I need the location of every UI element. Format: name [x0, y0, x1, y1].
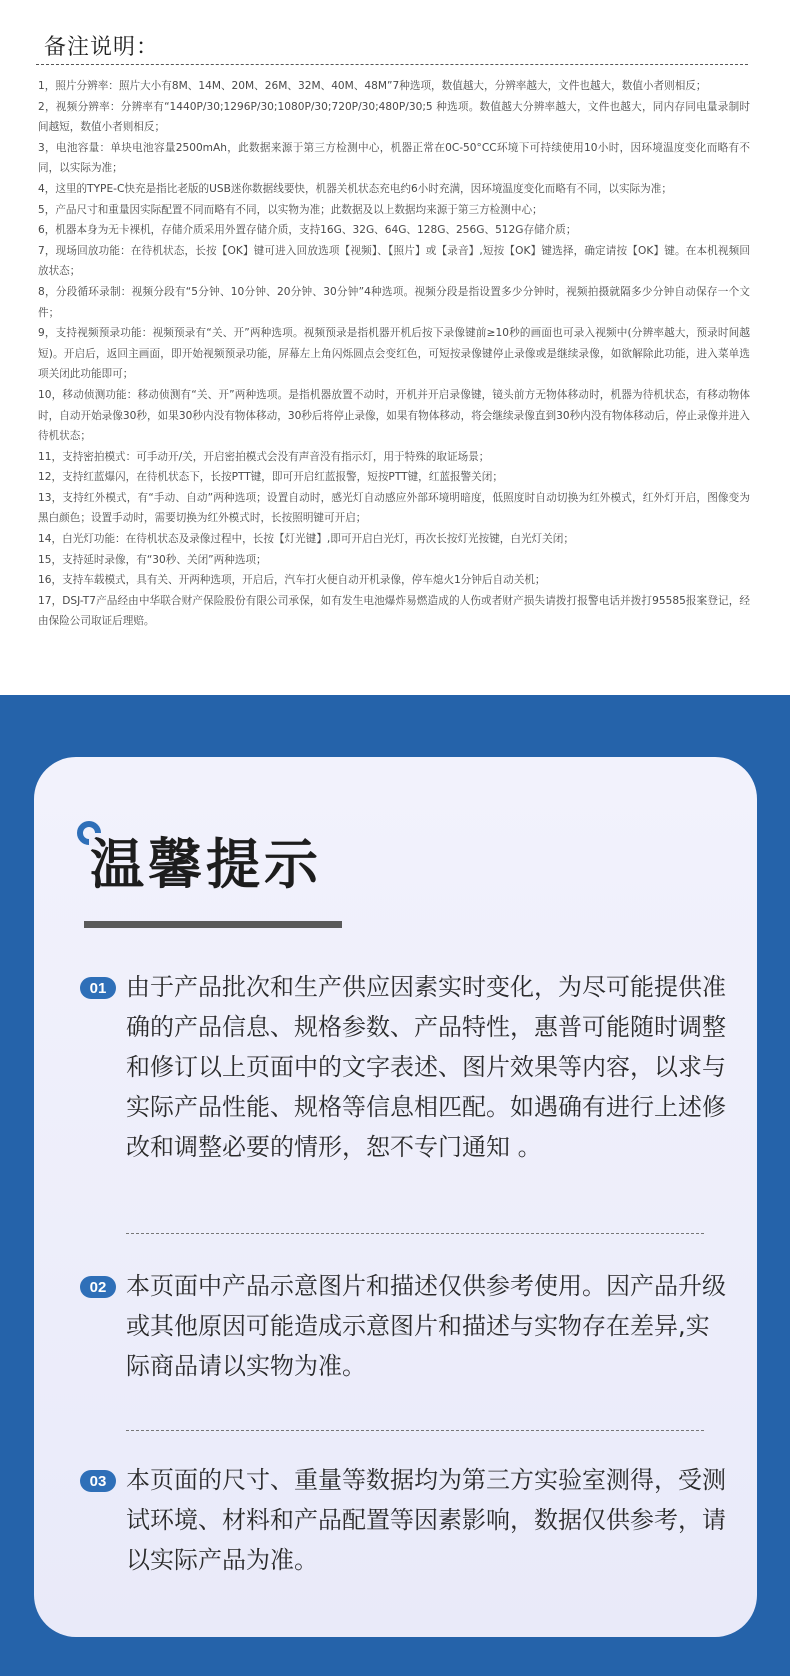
tip-badge-label: 01 [89, 980, 107, 997]
note-item: 14，白光灯功能：在待机状态及录像过程中，长按【灯光键】,即可开启白光灯，再次长按灯光按键，白光灯关闭； [38, 533, 574, 546]
tip-text: 本页面中产品示意图片和描述仅供参考使用。因产品升级或其他原因可能造成示意图片和描述与实物存在差异,实际商品请以实物为准。 [126, 1272, 726, 1380]
notes-divider [36, 64, 748, 65]
tip-text: 本页面的尺寸、重量等数据均为第三方实验室测得，受测试环境、材料和产品配置等因素影响，数据仅供参考，请以实际产品为准。 [126, 1466, 726, 1574]
tips-heading: 温馨提示 [90, 833, 322, 896]
tip-badge-label: 03 [89, 1473, 107, 1490]
note-item: 16，支持车载模式，具有关、开两种选项，开启后，汽车打火便自动开机录像，停车熄火1分钟后自动关机； [38, 574, 546, 587]
note-item: 1，照片分辨率：照片大小有8M、14M、20M、26M、32M、40M、48M”7种选项，数值越大，分辨率越大，文件也越大，数值小者则相反； [38, 80, 707, 92]
tip-divider [126, 1430, 704, 1431]
note-item: 3，电池容量：单块电池容量2500mAh，此数据来源于第三方检测中心，机器正常在0C-50°CC环境下可持续使用10小时，因环境温度变化而略有不同，以实际为准； [38, 141, 750, 175]
notes-title: 备注说明： [44, 35, 160, 60]
note-item: 11，支持密拍模式：可手动开/关，开启密拍模式会没有声音没有指示灯，用于特殊的取证场景； [38, 450, 490, 463]
tips-heading-underline [84, 921, 342, 928]
tip-text: 由于产品批次和生产供应因素实时变化，为尽可能提供准确的产品信息、规格参数、产品特性，惠普可能随时调整和修订以上页面中的文字表述、图片效果等内容，以求与实际产品性能、规格等信息相匹配。如遇确有进行上述修改和调整必要的情形，恕不专门通知 。 [126, 973, 726, 1161]
note-item: 2，视频分辨率：分辨率有“1440P/30;1296P/30;1080P/30;720P/30;480P/30;5 种选项。数值越大分辨率越大，文件也越大，同内存同电量录制时间越短，数值小者则相反； [38, 100, 750, 134]
note-item: 13，支持红外模式，有“手动、自动”两种选项；设置自动时，感光灯自动感应外部环境明暗度，低照度时自动切换为红外模式，红外灯开启，图像变为黑白颜色；设置手动时，需要切换为红外模式时，长按照明键可开启； [38, 491, 750, 525]
note-item: 12，支持红蓝爆闪，在待机状态下，长按PTT键，即可开启红蓝报警，短按PTT键，红蓝报警关闭； [38, 471, 503, 484]
note-item: 7，现场回放功能：在待机状态，长按【OK】键可进入回放选项【视频】、【照片】或【录音】,短按【OK】键选择，确定请按【OK】键。在本机视频回放状态； [38, 244, 750, 278]
tip-number-badge [80, 977, 116, 999]
notes-section [0, 0, 790, 695]
note-item: 10，移动侦测功能：移动侦测有“关、开”两种选项。是指机器放置不动时，开机并开启录像键，镜头前方无物体移动时，机器为待机状态，有移动物体时，自动开始录像30秒，如果30秒内没有物体移动，30秒后将停止录像，如果有物体移动，将会继续录像直到30秒内没有物体移动后，停止录像并进入待机状态； [38, 388, 750, 443]
note-item: 8，分段循环录制：视频分段有“5分钟、10分钟、20分钟、30分钟”4种选项。视频分段是指设置多少分钟时，视频拍摄就隔多少分钟自动保存一个文件； [38, 285, 750, 319]
note-item: 17，DSJ-T7产品经由中华联合财产保险股份有限公司承保，如有发生电池爆炸易燃造成的人伤或者财产损失请拨打报警电话并拨打95585报案登记，经由保险公司取证后理赔。 [38, 594, 750, 628]
tip-divider [126, 1233, 704, 1234]
tip-number-badge [80, 1276, 116, 1298]
note-item: 5，产品尺寸和重量因实际配置不同而略有不同，以实物为准；此数据及以上数据均来源于第三方检测中心； [38, 203, 543, 216]
tip-number-badge [80, 1470, 116, 1492]
tip-badge-label: 02 [89, 1279, 107, 1296]
note-item: 4，这里的TYPE-C快充是指比老版的USB迷你数据线要快，机器关机状态充电约6小时充满，因环境温度变化而略有不同，以实际为准； [38, 182, 672, 195]
notes-list [38, 76, 750, 632]
note-item: 6，机器本身为无卡裸机，存储介质采用外置存储介质，支持16G、32G、64G、128G、256G、512G存储介质； [38, 224, 577, 237]
note-item: 9，支持视频预录功能：视频预录有“关、开”两种选项。视频预录是指机器开机后按下录像键前≥10秒的画面也可录入视频中(分辨率越大，预录时间越短)。开启后，返回主画面，即开始视频预录功能，屏幕左上角闪烁圆点会变红色，可短按录像键停止录像或是继续录像，如欲解除此功能，进入菜单选项关闭此功能即可； [38, 327, 750, 381]
note-item: 15，支持延时录像，有“30秒、关闭”两种选项； [38, 553, 267, 566]
